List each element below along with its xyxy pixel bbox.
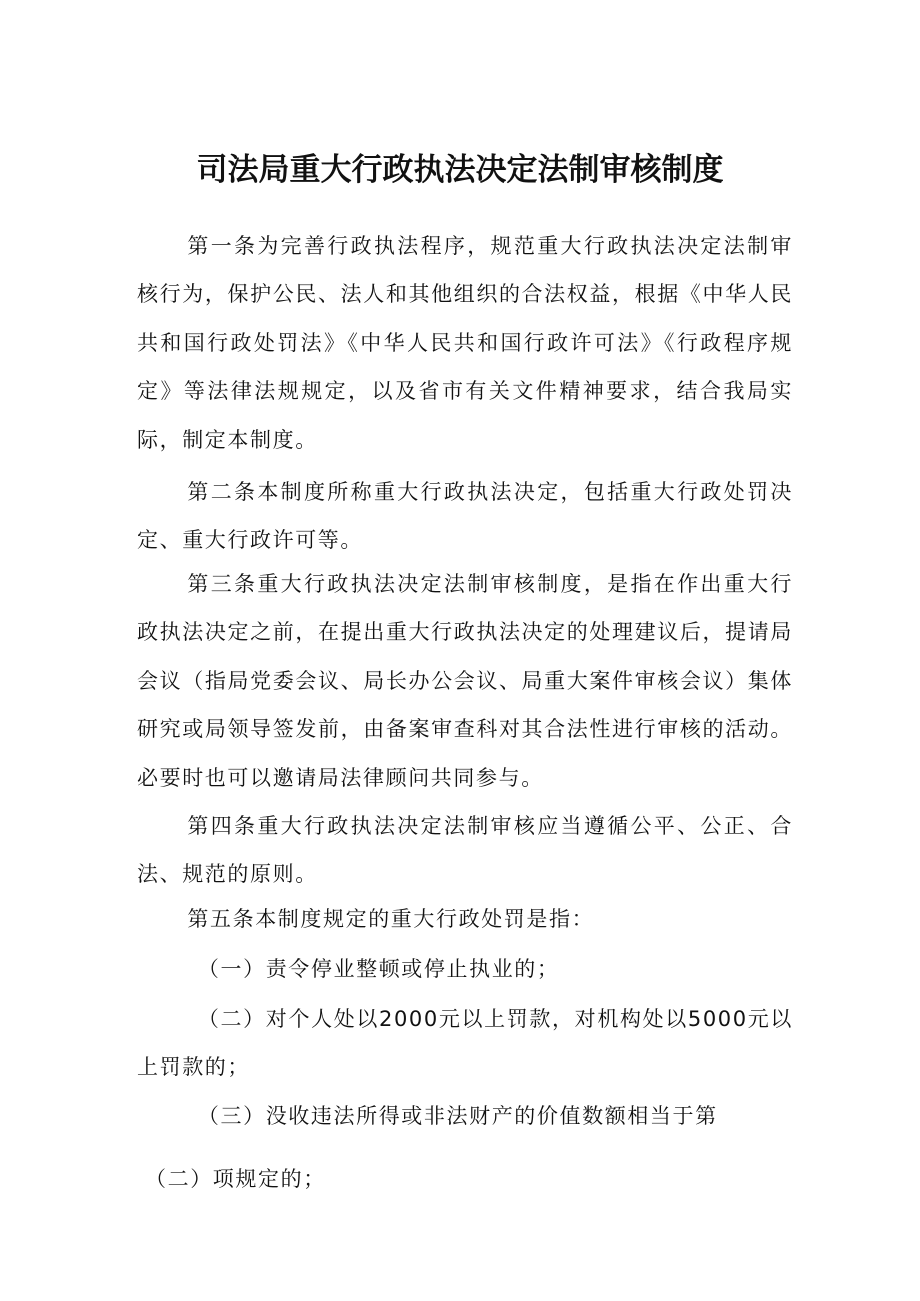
article-3: 第三条重大行政执法决定法制审核制度，是指在作出重大行政执法决定之前，在提出重大行政执法决定的处理建议后，提请局会议（指局党委会议、局长办公会议、局重大案件审核会议）集体研究或局领导签发前，由备案审查科对其合法性进行审核的活动。必要时也可以邀请局法律顾问共同参与。 (137, 572, 793, 790)
list-item-3-continuation: （二）项规定的； (145, 1167, 326, 1191)
article-2: 第二条本制度所称重大行政执法决定，包括重大行政处罚决定、重大行政许可等。 (137, 480, 793, 553)
list-item-3: （三）没收违法所得或非法财产的价值数额相当于第 (197, 1104, 718, 1128)
list-item-1: （一）责令停业整顿或停止执业的； (197, 957, 560, 981)
article-4: 第四条重大行政执法决定法制审核应当遵循公平、公正、合法、规范的原则。 (137, 814, 793, 887)
document-title: 司法局重大行政执法决定法制审核制度 (196, 152, 724, 188)
list-item-2: （二）对个人处以2000元以上罚款，对机构处以5000元以上罚款的； (137, 1007, 793, 1080)
article-5: 第五条本制度规定的重大行政处罚是指： (187, 907, 595, 931)
article-1: 第一条为完善行政执法程序，规范重大行政执法决定法制审核行为，保护公民、法人和其他组织的合法权益，根据《中华人民共和国行政处罚法》《中华人民共和国行政许可法》《行政程序规定》等法律法规规定，以及省市有关文件精神要求，结合我局实际，制定本制度。 (137, 234, 793, 452)
